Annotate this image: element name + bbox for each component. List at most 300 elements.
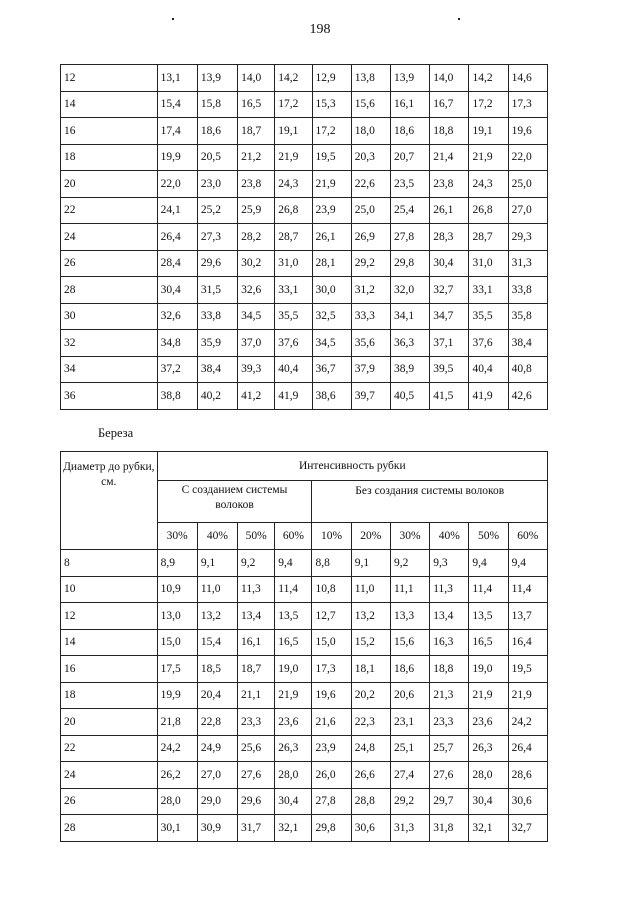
value-cell: 17,2 bbox=[469, 91, 508, 118]
value-cell: 16,5 bbox=[238, 91, 275, 118]
value-cell: 32,6 bbox=[157, 303, 197, 330]
value-cell: 23,9 bbox=[312, 197, 351, 224]
value-cell: 20,3 bbox=[351, 144, 390, 171]
value-cell: 19,5 bbox=[508, 656, 547, 683]
diameter-cell: 28 bbox=[61, 815, 158, 842]
value-cell: 30,1 bbox=[157, 815, 197, 842]
value-cell: 21,1 bbox=[238, 682, 275, 709]
value-cell: 17,2 bbox=[312, 118, 351, 145]
percent-header-cell: 60% bbox=[508, 523, 547, 550]
value-cell: 26,2 bbox=[157, 762, 197, 789]
value-cell: 26,6 bbox=[351, 762, 390, 789]
value-cell: 19,0 bbox=[469, 656, 508, 683]
value-cell: 29,8 bbox=[390, 250, 429, 277]
value-cell: 8,8 bbox=[312, 550, 351, 577]
value-cell: 27,0 bbox=[508, 197, 547, 224]
top-table bbox=[60, 64, 548, 410]
value-cell: 17,5 bbox=[157, 656, 197, 683]
value-cell: 28,4 bbox=[157, 250, 197, 277]
value-cell: 9,1 bbox=[351, 550, 390, 577]
value-cell: 33,1 bbox=[469, 277, 508, 304]
diameter-cell: 26 bbox=[61, 250, 158, 277]
value-cell: 13,5 bbox=[469, 603, 508, 630]
value-cell: 24,3 bbox=[275, 171, 312, 198]
diameter-cell: 8 bbox=[61, 550, 158, 577]
value-cell: 23,6 bbox=[275, 709, 312, 736]
diameter-cell: 22 bbox=[61, 197, 158, 224]
value-cell: 23,5 bbox=[390, 171, 429, 198]
value-cell: 29,2 bbox=[390, 788, 429, 815]
value-cell: 13,5 bbox=[275, 603, 312, 630]
value-cell: 26,4 bbox=[508, 735, 547, 762]
value-cell: 20,6 bbox=[390, 682, 429, 709]
value-cell: 40,2 bbox=[197, 383, 237, 410]
value-cell: 14,0 bbox=[238, 65, 275, 92]
value-cell: 13,1 bbox=[157, 65, 197, 92]
table-row bbox=[61, 197, 548, 224]
value-cell: 21,9 bbox=[312, 171, 351, 198]
value-cell: 28,8 bbox=[351, 788, 390, 815]
table-row bbox=[61, 277, 548, 304]
value-cell: 18,7 bbox=[238, 118, 275, 145]
value-cell: 28,1 bbox=[312, 250, 351, 277]
value-cell: 28,2 bbox=[238, 224, 275, 251]
value-cell: 27,6 bbox=[238, 762, 275, 789]
value-cell: 27,4 bbox=[390, 762, 429, 789]
value-cell: 38,6 bbox=[312, 383, 351, 410]
value-cell: 13,4 bbox=[430, 603, 469, 630]
value-cell: 42,6 bbox=[508, 383, 547, 410]
value-cell: 18,6 bbox=[390, 656, 429, 683]
value-cell: 23,3 bbox=[430, 709, 469, 736]
value-cell: 39,5 bbox=[430, 356, 469, 383]
value-cell: 19,5 bbox=[312, 144, 351, 171]
value-cell: 14,2 bbox=[469, 65, 508, 92]
value-cell: 25,9 bbox=[238, 197, 275, 224]
table-row bbox=[61, 224, 548, 251]
value-cell: 13,8 bbox=[351, 65, 390, 92]
percent-header-cell: 50% bbox=[238, 523, 275, 550]
value-cell: 22,0 bbox=[157, 171, 197, 198]
percent-header-cell: 50% bbox=[469, 523, 508, 550]
value-cell: 25,6 bbox=[238, 735, 275, 762]
value-cell: 11,4 bbox=[275, 576, 312, 603]
value-cell: 32,0 bbox=[390, 277, 429, 304]
table-row bbox=[61, 65, 548, 92]
value-cell: 24,1 bbox=[157, 197, 197, 224]
value-cell: 19,9 bbox=[157, 144, 197, 171]
value-cell: 28,0 bbox=[275, 762, 312, 789]
diameter-cell: 30 bbox=[61, 303, 158, 330]
scan-speck bbox=[458, 18, 460, 20]
value-cell: 27,0 bbox=[197, 762, 237, 789]
value-cell: 23,3 bbox=[238, 709, 275, 736]
table-row bbox=[61, 709, 548, 736]
value-cell: 18,6 bbox=[390, 118, 429, 145]
value-cell: 19,6 bbox=[312, 682, 351, 709]
value-cell: 17,4 bbox=[157, 118, 197, 145]
value-cell: 41,9 bbox=[275, 383, 312, 410]
value-cell: 20,2 bbox=[351, 682, 390, 709]
value-cell: 38,4 bbox=[197, 356, 237, 383]
value-cell: 22,6 bbox=[351, 171, 390, 198]
value-cell: 26,4 bbox=[157, 224, 197, 251]
value-cell: 28,0 bbox=[157, 788, 197, 815]
value-cell: 11,3 bbox=[238, 576, 275, 603]
value-cell: 11,4 bbox=[508, 576, 547, 603]
value-cell: 32,5 bbox=[312, 303, 351, 330]
value-cell: 31,3 bbox=[508, 250, 547, 277]
table-row bbox=[61, 682, 548, 709]
value-cell: 10,8 bbox=[312, 576, 351, 603]
value-cell: 26,3 bbox=[469, 735, 508, 762]
value-cell: 34,8 bbox=[157, 330, 197, 357]
value-cell: 37,2 bbox=[157, 356, 197, 383]
value-cell: 18,6 bbox=[197, 118, 237, 145]
table-row bbox=[61, 788, 548, 815]
value-cell: 23,6 bbox=[469, 709, 508, 736]
value-cell: 31,0 bbox=[275, 250, 312, 277]
value-cell: 16,3 bbox=[430, 629, 469, 656]
value-cell: 31,7 bbox=[238, 815, 275, 842]
value-cell: 33,8 bbox=[508, 277, 547, 304]
value-cell: 32,7 bbox=[508, 815, 547, 842]
value-cell: 34,1 bbox=[390, 303, 429, 330]
table-row bbox=[61, 815, 548, 842]
value-cell: 11,0 bbox=[197, 576, 237, 603]
value-cell: 19,1 bbox=[469, 118, 508, 145]
value-cell: 13,7 bbox=[508, 603, 547, 630]
value-cell: 32,7 bbox=[430, 277, 469, 304]
table-row bbox=[61, 144, 548, 171]
value-cell: 24,2 bbox=[508, 709, 547, 736]
value-cell: 17,3 bbox=[508, 91, 547, 118]
percent-header-cell: 10% bbox=[312, 523, 351, 550]
value-cell: 24,9 bbox=[197, 735, 237, 762]
value-cell: 34,5 bbox=[312, 330, 351, 357]
value-cell: 32,6 bbox=[238, 277, 275, 304]
diameter-cell: 14 bbox=[61, 629, 158, 656]
value-cell: 9,4 bbox=[508, 550, 547, 577]
value-cell: 16,5 bbox=[275, 629, 312, 656]
value-cell: 37,9 bbox=[351, 356, 390, 383]
value-cell: 37,6 bbox=[469, 330, 508, 357]
value-cell: 15,8 bbox=[197, 91, 237, 118]
value-cell: 11,4 bbox=[469, 576, 508, 603]
diameter-cell: 32 bbox=[61, 330, 158, 357]
page-number: 198 bbox=[309, 22, 331, 37]
percent-header-cell: 20% bbox=[351, 523, 390, 550]
value-cell: 28,3 bbox=[430, 224, 469, 251]
value-cell: 18,1 bbox=[351, 656, 390, 683]
value-cell: 18,0 bbox=[351, 118, 390, 145]
value-cell: 24,3 bbox=[469, 171, 508, 198]
value-cell: 13,2 bbox=[197, 603, 237, 630]
value-cell: 25,1 bbox=[390, 735, 429, 762]
value-cell: 33,8 bbox=[197, 303, 237, 330]
value-cell: 40,5 bbox=[390, 383, 429, 410]
value-cell: 8,9 bbox=[157, 550, 197, 577]
value-cell: 21,4 bbox=[430, 144, 469, 171]
value-cell: 9,2 bbox=[390, 550, 429, 577]
value-cell: 28,0 bbox=[469, 762, 508, 789]
value-cell: 23,8 bbox=[238, 171, 275, 198]
value-cell: 9,2 bbox=[238, 550, 275, 577]
value-cell: 29,6 bbox=[197, 250, 237, 277]
value-cell: 23,1 bbox=[390, 709, 429, 736]
value-cell: 26,1 bbox=[430, 197, 469, 224]
value-cell: 16,1 bbox=[390, 91, 429, 118]
value-cell: 35,9 bbox=[197, 330, 237, 357]
value-cell: 14,2 bbox=[275, 65, 312, 92]
value-cell: 19,0 bbox=[275, 656, 312, 683]
value-cell: 32,1 bbox=[275, 815, 312, 842]
value-cell: 31,2 bbox=[351, 277, 390, 304]
value-cell: 31,3 bbox=[390, 815, 429, 842]
scan-speck bbox=[172, 18, 174, 20]
value-cell: 29,0 bbox=[197, 788, 237, 815]
header-with-system: С созданием системы волоков bbox=[157, 481, 312, 523]
value-cell: 34,5 bbox=[238, 303, 275, 330]
value-cell: 37,6 bbox=[275, 330, 312, 357]
diameter-cell: 34 bbox=[61, 356, 158, 383]
value-cell: 30,4 bbox=[469, 788, 508, 815]
value-cell: 18,8 bbox=[430, 656, 469, 683]
value-cell: 40,8 bbox=[508, 356, 547, 383]
bottom-table-body bbox=[61, 550, 548, 842]
value-cell: 24,2 bbox=[157, 735, 197, 762]
value-cell: 36,3 bbox=[390, 330, 429, 357]
value-cell: 29,8 bbox=[312, 815, 351, 842]
diameter-cell: 12 bbox=[61, 65, 158, 92]
value-cell: 28,7 bbox=[469, 224, 508, 251]
value-cell: 35,8 bbox=[508, 303, 547, 330]
section-title: Береза bbox=[98, 426, 134, 440]
value-cell: 35,5 bbox=[275, 303, 312, 330]
value-cell: 14,0 bbox=[430, 65, 469, 92]
header-diameter: Диаметр до рубки, см. bbox=[61, 452, 158, 550]
percent-header-cell: 40% bbox=[430, 523, 469, 550]
table-row bbox=[61, 603, 548, 630]
value-cell: 22,3 bbox=[351, 709, 390, 736]
value-cell: 27,8 bbox=[312, 788, 351, 815]
value-cell: 15,6 bbox=[390, 629, 429, 656]
value-cell: 17,3 bbox=[312, 656, 351, 683]
table-row bbox=[61, 383, 548, 410]
value-cell: 31,5 bbox=[197, 277, 237, 304]
value-cell: 25,2 bbox=[197, 197, 237, 224]
value-cell: 13,9 bbox=[197, 65, 237, 92]
value-cell: 30,4 bbox=[157, 277, 197, 304]
value-cell: 9,1 bbox=[197, 550, 237, 577]
value-cell: 16,5 bbox=[469, 629, 508, 656]
value-cell: 41,9 bbox=[469, 383, 508, 410]
value-cell: 37,1 bbox=[430, 330, 469, 357]
value-cell: 40,4 bbox=[275, 356, 312, 383]
table-row bbox=[61, 762, 548, 789]
value-cell: 9,4 bbox=[275, 550, 312, 577]
value-cell: 39,7 bbox=[351, 383, 390, 410]
value-cell: 15,4 bbox=[157, 91, 197, 118]
value-cell: 15,3 bbox=[312, 91, 351, 118]
value-cell: 23,8 bbox=[430, 171, 469, 198]
value-cell: 26,8 bbox=[275, 197, 312, 224]
value-cell: 38,8 bbox=[157, 383, 197, 410]
value-cell: 33,3 bbox=[351, 303, 390, 330]
table-row bbox=[61, 330, 548, 357]
table-row bbox=[61, 356, 548, 383]
table-row bbox=[61, 656, 548, 683]
table-row bbox=[61, 250, 548, 277]
value-cell: 20,5 bbox=[197, 144, 237, 171]
value-cell: 15,2 bbox=[351, 629, 390, 656]
value-cell: 11,0 bbox=[351, 576, 390, 603]
diameter-cell: 36 bbox=[61, 383, 158, 410]
value-cell: 34,7 bbox=[430, 303, 469, 330]
value-cell: 22,8 bbox=[197, 709, 237, 736]
value-cell: 37,0 bbox=[238, 330, 275, 357]
table-row bbox=[61, 118, 548, 145]
value-cell: 20,4 bbox=[197, 682, 237, 709]
value-cell: 21,9 bbox=[275, 144, 312, 171]
value-cell: 41,5 bbox=[430, 383, 469, 410]
value-cell: 15,0 bbox=[157, 629, 197, 656]
header-intensity: Интенсивность рубки bbox=[157, 452, 547, 481]
value-cell: 19,1 bbox=[275, 118, 312, 145]
value-cell: 13,2 bbox=[351, 603, 390, 630]
value-cell: 30,6 bbox=[351, 815, 390, 842]
value-cell: 12,9 bbox=[312, 65, 351, 92]
value-cell: 23,9 bbox=[312, 735, 351, 762]
bottom-table bbox=[60, 451, 548, 842]
value-cell: 26,1 bbox=[312, 224, 351, 251]
value-cell: 13,4 bbox=[238, 603, 275, 630]
diameter-cell: 24 bbox=[61, 762, 158, 789]
table-row bbox=[61, 171, 548, 198]
value-cell: 28,7 bbox=[275, 224, 312, 251]
value-cell: 21,9 bbox=[469, 144, 508, 171]
table-row bbox=[61, 576, 548, 603]
percent-header-cell: 30% bbox=[390, 523, 429, 550]
value-cell: 19,6 bbox=[508, 118, 547, 145]
diameter-cell: 12 bbox=[61, 603, 158, 630]
diameter-cell: 14 bbox=[61, 91, 158, 118]
value-cell: 15,6 bbox=[351, 91, 390, 118]
value-cell: 15,4 bbox=[197, 629, 237, 656]
value-cell: 35,6 bbox=[351, 330, 390, 357]
diameter-cell: 16 bbox=[61, 118, 158, 145]
value-cell: 29,7 bbox=[430, 788, 469, 815]
value-cell: 33,1 bbox=[275, 277, 312, 304]
value-cell: 25,4 bbox=[390, 197, 429, 224]
value-cell: 15,0 bbox=[312, 629, 351, 656]
value-cell: 29,6 bbox=[238, 788, 275, 815]
value-cell: 22,0 bbox=[508, 144, 547, 171]
percent-header-cell: 60% bbox=[275, 523, 312, 550]
diameter-cell: 28 bbox=[61, 277, 158, 304]
value-cell: 26,9 bbox=[351, 224, 390, 251]
value-cell: 29,3 bbox=[508, 224, 547, 251]
percent-header-cell: 40% bbox=[197, 523, 237, 550]
value-cell: 23,0 bbox=[197, 171, 237, 198]
value-cell: 25,7 bbox=[430, 735, 469, 762]
value-cell: 25,0 bbox=[351, 197, 390, 224]
value-cell: 20,7 bbox=[390, 144, 429, 171]
table-row bbox=[61, 550, 548, 577]
value-cell: 21,9 bbox=[508, 682, 547, 709]
value-cell: 31,8 bbox=[430, 815, 469, 842]
top-table-body bbox=[61, 65, 548, 410]
value-cell: 11,1 bbox=[390, 576, 429, 603]
diameter-cell: 20 bbox=[61, 171, 158, 198]
value-cell: 30,9 bbox=[197, 815, 237, 842]
value-cell: 21,2 bbox=[238, 144, 275, 171]
value-cell: 16,7 bbox=[430, 91, 469, 118]
value-cell: 32,1 bbox=[469, 815, 508, 842]
value-cell: 31,0 bbox=[469, 250, 508, 277]
diameter-cell: 18 bbox=[61, 144, 158, 171]
value-cell: 21,3 bbox=[430, 682, 469, 709]
value-cell: 21,9 bbox=[275, 682, 312, 709]
value-cell: 16,1 bbox=[238, 629, 275, 656]
value-cell: 14,6 bbox=[508, 65, 547, 92]
value-cell: 26,0 bbox=[312, 762, 351, 789]
diameter-cell: 10 bbox=[61, 576, 158, 603]
value-cell: 38,9 bbox=[390, 356, 429, 383]
value-cell: 21,6 bbox=[312, 709, 351, 736]
value-cell: 13,3 bbox=[390, 603, 429, 630]
diameter-cell: 26 bbox=[61, 788, 158, 815]
value-cell: 21,9 bbox=[469, 682, 508, 709]
value-cell: 38,4 bbox=[508, 330, 547, 357]
value-cell: 9,3 bbox=[430, 550, 469, 577]
value-cell: 40,4 bbox=[469, 356, 508, 383]
value-cell: 19,9 bbox=[157, 682, 197, 709]
table-row bbox=[61, 303, 548, 330]
value-cell: 13,0 bbox=[157, 603, 197, 630]
value-cell: 13,9 bbox=[390, 65, 429, 92]
value-cell: 21,8 bbox=[157, 709, 197, 736]
diameter-cell: 16 bbox=[61, 656, 158, 683]
value-cell: 36,7 bbox=[312, 356, 351, 383]
value-cell: 28,6 bbox=[508, 762, 547, 789]
value-cell: 30,6 bbox=[508, 788, 547, 815]
value-cell: 30,2 bbox=[238, 250, 275, 277]
table-row bbox=[61, 735, 548, 762]
value-cell: 18,7 bbox=[238, 656, 275, 683]
diameter-cell: 20 bbox=[61, 709, 158, 736]
diameter-cell: 18 bbox=[61, 682, 158, 709]
value-cell: 11,3 bbox=[430, 576, 469, 603]
percent-header-cell: 30% bbox=[157, 523, 197, 550]
value-cell: 17,2 bbox=[275, 91, 312, 118]
value-cell: 27,6 bbox=[430, 762, 469, 789]
value-cell: 9,4 bbox=[469, 550, 508, 577]
value-cell: 41,2 bbox=[238, 383, 275, 410]
value-cell: 39,3 bbox=[238, 356, 275, 383]
value-cell: 18,8 bbox=[430, 118, 469, 145]
value-cell: 30,4 bbox=[275, 788, 312, 815]
table-row bbox=[61, 629, 548, 656]
value-cell: 30,4 bbox=[430, 250, 469, 277]
diameter-cell: 24 bbox=[61, 224, 158, 251]
value-cell: 30,0 bbox=[312, 277, 351, 304]
value-cell: 35,5 bbox=[469, 303, 508, 330]
diameter-cell: 22 bbox=[61, 735, 158, 762]
value-cell: 27,8 bbox=[390, 224, 429, 251]
value-cell: 24,8 bbox=[351, 735, 390, 762]
value-cell: 18,5 bbox=[197, 656, 237, 683]
